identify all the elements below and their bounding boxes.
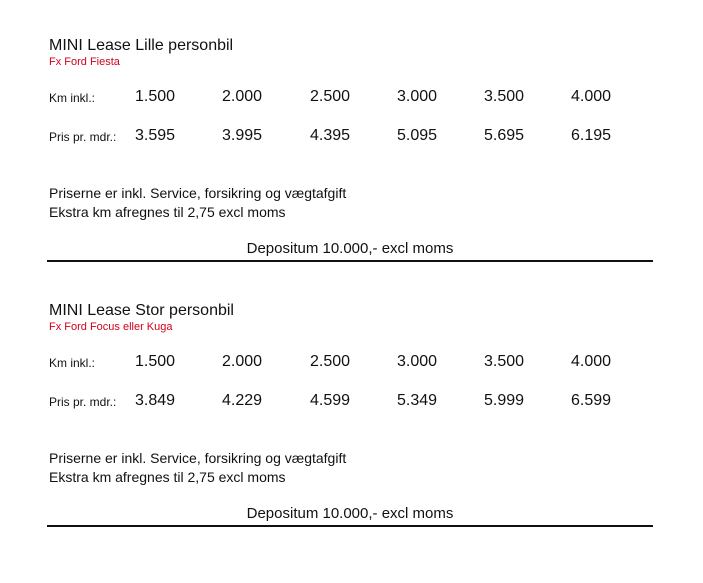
included-note: Priserne er inkl. Service, forsikring og vægtafgift [49, 450, 347, 466]
km-label: Km inkl.: [49, 91, 96, 105]
km-row [0, 352, 703, 374]
km-value: 2.500 [310, 88, 351, 105]
price-label: Pris pr. mdr.: [49, 395, 117, 409]
offer-block-small-car [0, 0, 703, 270]
offer-subtitle: Fx Ford Fiesta [49, 56, 120, 68]
divider-line [47, 260, 653, 262]
km-value: 1.500 [135, 88, 176, 105]
km-value: 3.000 [397, 88, 438, 105]
price-value: 6.195 [571, 127, 612, 144]
km-value: 4.000 [571, 353, 612, 370]
km-value: 3.500 [484, 88, 525, 105]
km-value: 4.000 [571, 88, 612, 105]
km-value: 1.500 [135, 353, 176, 370]
price-value: 4.599 [310, 392, 351, 409]
price-row [0, 391, 703, 413]
price-value: 3.849 [135, 392, 176, 409]
included-note: Priserne er inkl. Service, forsikring og vægtafgift [49, 185, 347, 201]
price-value: 3.595 [135, 127, 176, 144]
price-row [0, 126, 703, 148]
km-value: 2.000 [222, 353, 263, 370]
price-value: 4.229 [222, 392, 263, 409]
price-value: 5.095 [397, 127, 438, 144]
deposit-text: Depositum 10.000,- excl moms [246, 505, 454, 522]
price-value: 3.995 [222, 127, 263, 144]
km-value: 2.500 [310, 353, 351, 370]
price-value: 4.395 [310, 127, 351, 144]
km-value: 3.000 [397, 353, 438, 370]
price-label: Pris pr. mdr.: [49, 130, 117, 144]
extra-km-note: Ekstra km afregnes til 2,75 excl moms [49, 469, 286, 485]
km-value: 2.000 [222, 88, 263, 105]
extra-km-note: Ekstra km afregnes til 2,75 excl moms [49, 204, 286, 220]
price-value: 5.695 [484, 127, 525, 144]
km-value: 3.500 [484, 353, 525, 370]
offer-title: MINI Lease Stor personbil [49, 302, 234, 319]
deposit-text: Depositum 10.000,- excl moms [246, 240, 454, 257]
offer-title: MINI Lease Lille personbil [49, 37, 234, 54]
price-value: 6.599 [571, 392, 612, 409]
km-row [0, 87, 703, 109]
km-label: Km inkl.: [49, 356, 96, 370]
price-value: 5.349 [397, 392, 438, 409]
divider-line [47, 525, 653, 527]
price-value: 5.999 [484, 392, 525, 409]
offer-block-large-car [0, 265, 703, 535]
offer-subtitle: Fx Ford Focus eller Kuga [49, 321, 173, 333]
